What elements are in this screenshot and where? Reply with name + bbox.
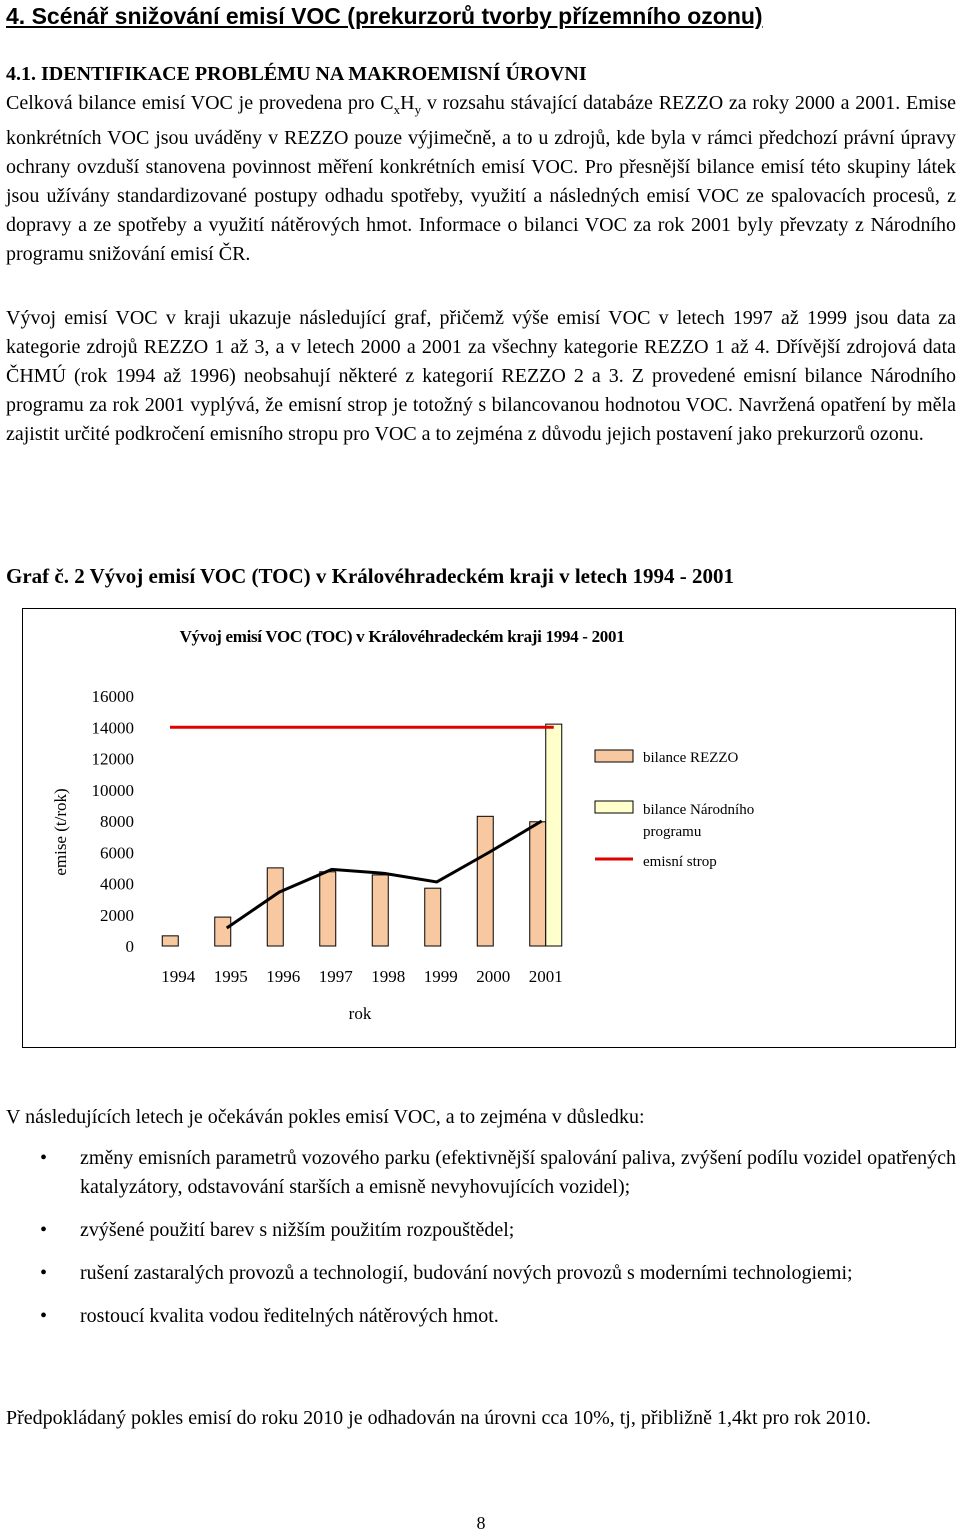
x-tick-label: 1995 <box>213 967 248 986</box>
x-tick-label: 1998 <box>371 967 406 986</box>
section-title: 4.1. IDENTIFIKACE PROBLÉMU NA MAKROEMISNÍ ÚROVNI <box>6 63 587 85</box>
p1-h: H <box>400 92 415 114</box>
bullet-item <box>6 1144 956 1202</box>
y-tick-label: 16000 <box>91 687 134 706</box>
y-tick-label: 4000 <box>100 874 134 894</box>
x-tick-label: 2001 <box>528 967 563 986</box>
bullet-dot: • <box>40 1305 48 1327</box>
bar-rezzo <box>530 822 546 946</box>
bar-narodni-program <box>546 724 562 946</box>
y-tick-label: 12000 <box>91 749 134 769</box>
bar-rezzo <box>477 816 493 946</box>
bar-rezzo <box>215 917 231 946</box>
y-tick-label: 2000 <box>100 905 134 925</box>
x-axis-label: rok <box>348 1004 372 1023</box>
section-block <box>6 60 956 269</box>
graph-caption: Graf č. 2 Vývoj emisí VOC (TOC) v Královéhradeckém kraji v letech 1994 - 2001 <box>6 564 735 588</box>
conclusion-paragraph: Předpokládaný pokles emisí do roku 2010 je odhadován na úrovni cca 10%, tj, přibližně 1,4kt pro rok 2010. <box>6 1407 871 1429</box>
paragraph-1 <box>6 89 956 269</box>
p1-rest: v rozsahu stávající databáze REZZO za roky 2000 a 2001. Emise konkrétních VOC jsou uváděny v REZZO pouze výjimečně, a to u zdrojů, kde byla v rámci předchozí právní úpravy ochrany ovzduší stanovena povinnost měření konkrétních emisí VOC. Pro přesnější bilance emisí této skupiny látek jsou užívány standardizované postupy odhadu spotřeby, využití a následných emisí VOC ze spalovacích procesů, z dopravy a ze spotřeby a využití nátěrových hmot. Informace o bilanci VOC za rok 2001 byly převzaty z Národního programu snižování emisí ČR. <box>6 92 956 265</box>
y-axis-label: emise (t/rok) <box>51 788 70 876</box>
bar-rezzo <box>267 868 283 946</box>
y-tick-label: 6000 <box>100 843 134 863</box>
legend-label-line1: bilance Národního <box>643 802 755 818</box>
bullet-text: rušení zastaralých provozů a technologií, budování nových provozů s moderními technologiemi; <box>80 1262 853 1284</box>
voc-emissions-chart <box>22 608 956 1048</box>
bullet-text: rostoucí kvalita vodou ředitelných nátěrových hmot. <box>80 1305 499 1327</box>
bullet-dot: • <box>40 1219 48 1241</box>
chart-title: Vývoj emisí VOC (TOC) v Královéhradeckém kraji 1994 - 2001 <box>179 627 625 646</box>
bullet-item <box>6 1216 956 1245</box>
legend-label-line2: programu <box>643 824 702 840</box>
chart-container <box>22 608 956 1048</box>
bar-rezzo <box>320 872 336 946</box>
bullet-item <box>6 1259 956 1288</box>
bar-rezzo <box>162 936 178 946</box>
bullet-text: zvýšené použití barev s nižším použitím rozpouštědel; <box>80 1219 515 1241</box>
bullet-text: změny emisních parametrů vozového parku (efektivnější spalování paliva, zvýšení podílu vozidel opatřených katalyzátory, odstavování starších a emisně nevyhovujících vozidel); <box>80 1147 956 1198</box>
legend-label-rezzo: bilance REZZO <box>643 750 739 766</box>
bar-rezzo <box>372 875 388 946</box>
y-tick-label: 0 <box>125 937 134 956</box>
x-tick-label: 1997 <box>318 967 353 986</box>
text-after-chart: V následujících letech je očekáván pokles emisí VOC, a to zejména v důsledku: <box>6 1106 645 1128</box>
legend-label-emisni-strop: emisní strop <box>643 854 717 870</box>
chapter-heading: 4. Scénář snižování emisí VOC (prekurzorů tvorby přízemního ozonu) <box>6 3 763 29</box>
bullet-dot: • <box>40 1147 48 1169</box>
bullet-dot: • <box>40 1262 48 1284</box>
bar-rezzo <box>425 888 441 946</box>
paragraph-2: Vývoj emisí VOC v kraji ukazuje následující graf, přičemž výše emisí VOC v letech 1997 až 1999 jsou data za kategorie zdrojů REZZO 1 až 3, a v letech 2000 a 2001 za všechny kategorie REZZO 1 až 4. Dřívější zdrojová data ČHMÚ (rok 1994 až 1996) neobsahují některé z kategorií REZZO 2 a 3. Z provedené emisní bilance Národního programu za rok 2001 vyplývá, že emisní strop je totožný s bilancovanou hodnotou VOC. Navržená opatření by měla zajistit určité podkročení emisního stropu pro VOC a to zejména z důvodu jejich postavení jako prekurzorů ozonu. <box>6 307 956 445</box>
x-tick-label: 1994 <box>161 967 196 986</box>
x-tick-label: 1999 <box>423 967 458 986</box>
p1-sub-x: x <box>393 102 401 117</box>
page-number: 8 <box>476 1513 486 1533</box>
p1-start: Celková bilance emisí VOC je provedena pro C <box>6 92 394 114</box>
bullet-list <box>6 1144 956 1331</box>
bullet-item <box>6 1302 956 1331</box>
y-tick-label: 10000 <box>91 780 134 800</box>
legend-swatch-narodni-program <box>595 801 633 813</box>
y-tick-label: 14000 <box>91 718 134 738</box>
x-tick-label: 1996 <box>266 967 301 986</box>
x-tick-label: 2000 <box>476 967 511 986</box>
p1-sub-y: y <box>414 102 422 117</box>
legend-swatch-rezzo <box>595 750 633 762</box>
y-tick-label: 8000 <box>100 812 134 831</box>
